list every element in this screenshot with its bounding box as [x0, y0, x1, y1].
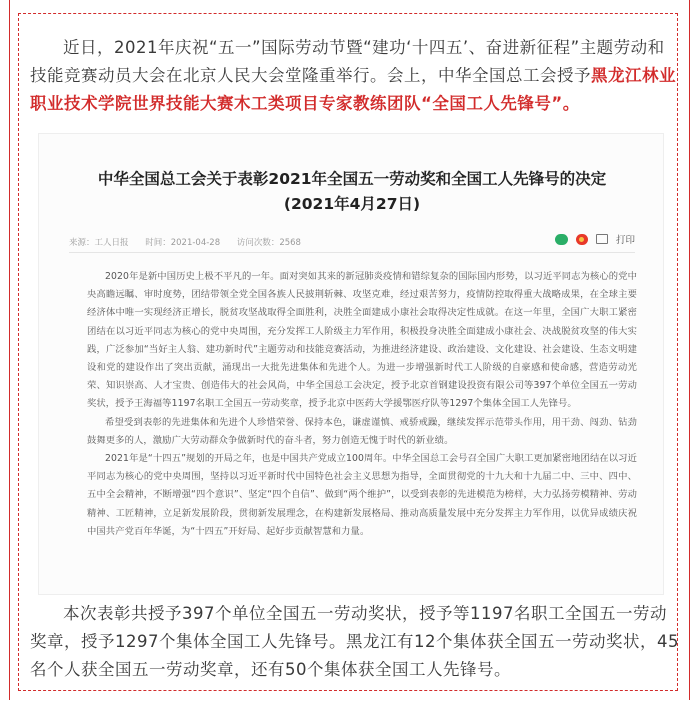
- intro-highlight: 黑龙江林业职业技术学院世界技能大赛木工类项目专家教练团队“全国工人先锋号”。: [30, 66, 676, 113]
- body-paragraph: 2021年是“十四五”规划的开局之年，也是中国共产党成立100周年。中华全国总工会号召全国广大职工更加紧密地团结在以习近平同志为核心的党中央周围，坚持以习近平新时代中国特色社会主义思想为指导，全面贯彻党的十九大和十九届二中、三中、四中、五中全会精神，不断增强“四个意识”、坚定“四个自信”、做到“两个维护”，以受到表彰的先进模范为榜样，大力弘扬劳模精神、劳动精神、工匠精神，立足新发展阶段，贯彻新发展理念，在构建新发展格局、推动高质量发展中充分发挥主力军作用，以优异成绩庆祝中国共产党百年华诞，为“十四五”开好局、起好步贡献智慧和力量。: [87, 453, 637, 537]
- left-border-line: [9, 0, 10, 700]
- share-toolbar: [555, 232, 635, 246]
- body-paragraph: 2020年是新中国历史上极不平凡的一年。面对突如其来的新冠肺炎疫情和错综复杂的国际国内形势，以习近平同志为核心的党中央高瞻远瞩、审时度势，团结带领全党全国各族人民披荆斩棘、攻坚克难，经过艰苦努力，疫情防控取得重大战略成果，在全球主要经济体中唯一实现经济正增长，脱贫攻坚战取得全面胜利，决胜全面建成小康社会取得决定性成就。在这一年里，全国广大职工紧密团结在以习近平同志为核心的党中央周围，充分发挥工人阶级主力军作用，积极投身决胜全面建成小康社会、决战脱贫攻坚的伟大实践，广泛参加“当好主人翁、建功新时代”主题劳动和技能竞赛活动，为推进经济建设、政治建设、文化建设、社会建设、生态文明建设和党的建设作出了突出贡献，涌现出一大批先进集体和先进个人。为进一步增强新时代工人阶级的自豪感和使命感，营造劳动光荣、知识崇高、人才宝贵、创造伟大的社会风尚，中华全国总工会决定，授予北京首钢建设投资有限公司等397个单位全国五一劳动奖状，授予王海福等1197名职工全国五一劳动奖章，授予北京中医药大学援鄂医疗队等1297个集体全国工人先锋号。: [87, 271, 637, 410]
- document-date: (2021年4月27日): [283, 195, 421, 213]
- document-screenshot: [38, 133, 664, 595]
- document-title: 中华全国总工会关于表彰2021年全国五一劳动奖和全国工人先锋号的决定: [97, 170, 607, 188]
- right-border-line: [689, 0, 690, 700]
- print-icon[interactable]: [596, 234, 608, 244]
- weibo-icon[interactable]: [576, 234, 588, 245]
- document-meta: [69, 236, 315, 248]
- print-label[interactable]: 打印: [615, 235, 635, 246]
- intro-paragraph: [30, 34, 680, 118]
- intro-text: 近日，2021年庆祝“五一”国际劳动节暨“建功‘十四五’、奋进新征程”主题劳动和技能竞赛动员大会在北京人民大会堂隆重举行。会上，中华全国总工会授予: [30, 38, 665, 85]
- meta-time: 时间：2021-04-28: [145, 238, 221, 248]
- meta-views: 访问次数：2568: [236, 238, 301, 248]
- outro-paragraph: 本次表彰共授予397个单位全国五一劳动奖状，授予等1197名职工全国五一劳动奖章，授予1297个集体全国工人先锋号。黑龙江有12个集体获全国五一劳动奖状，45名个人获全国五一劳动奖章，还有50个集体获全国工人先锋号。: [30, 604, 679, 679]
- body-paragraph: 希望受到表彰的先进集体和先进个人珍惜荣誉、保持本色，谦虚谨慎、戒骄戒躁，继续发挥示范带头作用，用干劲、闯劲、钻劲鼓舞更多的人，激励广大劳动群众争做新时代的奋斗者，努力创造无愧于时代的新业绩。: [87, 416, 637, 446]
- wechat-icon[interactable]: [555, 234, 568, 245]
- meta-source: 来源：工人日报: [69, 238, 129, 248]
- document-body: [87, 248, 637, 541]
